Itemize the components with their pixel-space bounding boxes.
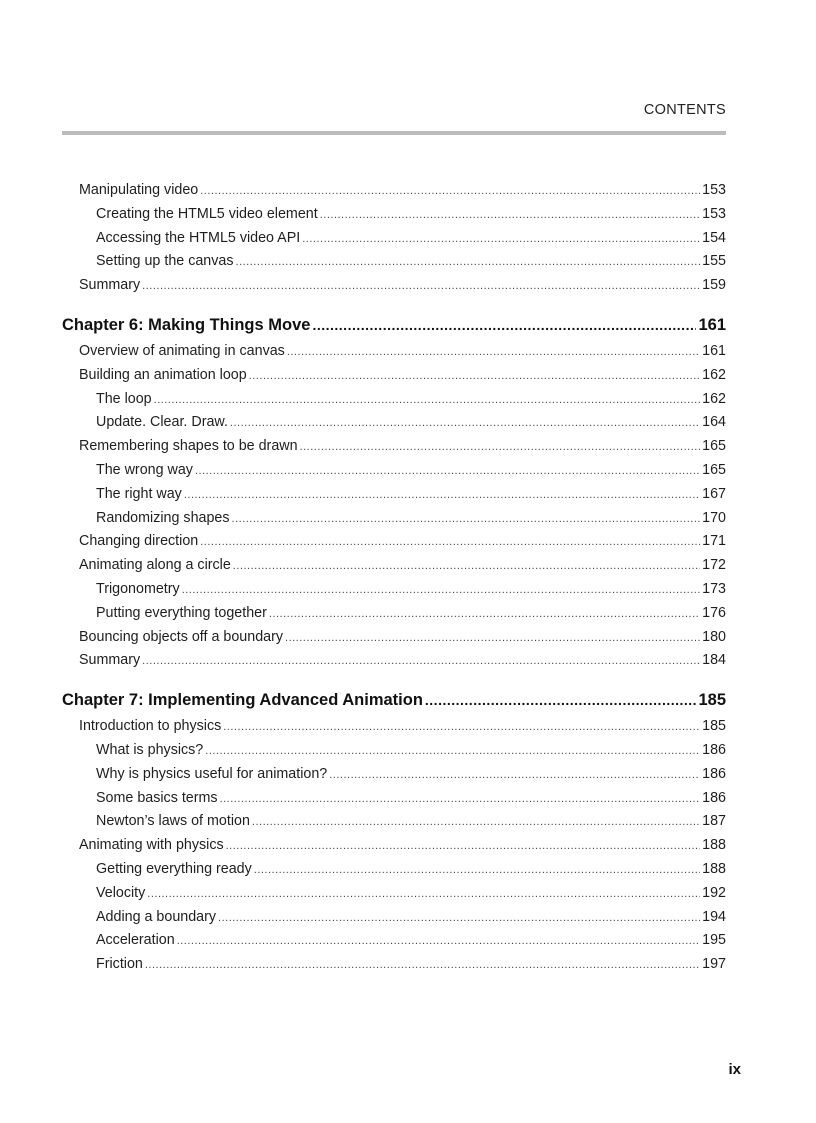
toc-entry[interactable] [62,510,726,534]
toc-entry-page: 188 [702,837,726,854]
dot-leader [218,912,700,924]
toc-entry-title: Some basics terms [96,789,218,806]
toc-entry-page: 154 [702,229,726,246]
toc-entry[interactable] [62,718,726,742]
dot-leader [287,346,700,358]
toc-entry[interactable] [62,742,726,766]
dot-leader [184,489,700,501]
toc-entry[interactable] [62,956,726,980]
toc-entry-title: Building an animation loop [79,366,247,383]
toc-entry-title: Acceleration [96,932,175,949]
toc-entry-page: 165 [702,461,726,478]
toc-entry[interactable] [62,391,726,415]
toc-entry[interactable] [62,581,726,605]
toc-entry-title: Overview of animating in canvas [79,342,285,359]
toc-entry-title: Creating the HTML5 video element [96,205,318,222]
toc-entry-title: Summary [79,277,141,294]
dot-leader [252,816,700,828]
toc-entry-page: 194 [702,908,726,925]
toc-entry-title: Bouncing objects off a boundary [79,628,284,645]
dot-leader [249,370,700,382]
toc-entry-page: 186 [702,789,726,806]
dot-leader [232,513,701,525]
toc-entry-page: 162 [702,390,726,407]
toc-entry-title: Newton’s laws of motion [96,813,250,830]
dot-leader [329,769,700,781]
toc-entry[interactable] [62,790,726,814]
toc-entry-page: 184 [702,652,726,669]
toc-entry-page: 167 [702,485,726,502]
toc-chapter-entry[interactable] [62,316,726,342]
toc-entry-page: 176 [702,604,726,621]
toc-entry-title: Velocity [96,884,146,901]
toc-entry-page: 164 [702,414,726,431]
toc-entry-page: 187 [702,813,726,830]
dot-leader [300,441,701,453]
toc-entry-page: 186 [702,765,726,782]
dot-leader [200,185,700,197]
toc-entry-page: 180 [702,628,726,645]
toc-entry-title: Friction [96,956,143,973]
toc-entry[interactable] [62,206,726,230]
dot-leader [226,840,701,852]
dot-leader [154,394,701,406]
dot-leader [312,317,696,333]
toc-entry-title: Changing direction [79,533,199,550]
toc-entry-title: Adding a boundary [96,908,217,925]
toc-entry-title: Animating along a circle [79,557,231,574]
toc-entry-page: 186 [702,741,726,758]
dot-leader [254,864,700,876]
toc-entry-page: 153 [702,205,726,222]
dot-leader [425,692,697,708]
toc-entry[interactable] [62,367,726,391]
toc-entry-page: 170 [702,509,726,526]
toc-entry-title: Chapter 6: Making Things Move [62,315,311,334]
running-head: CONTENTS [643,102,726,118]
toc-entry[interactable] [62,253,726,277]
toc-entry[interactable] [62,837,726,861]
toc-entry-title: Remembering shapes to be drawn [79,438,298,455]
toc-entry-title: What is physics? [96,741,204,758]
toc-entry-page: 161 [702,342,726,359]
toc-entry-page: 155 [702,253,726,270]
dot-leader [200,536,700,548]
toc-entry[interactable] [62,885,726,909]
toc-entry[interactable] [62,909,726,933]
dot-leader [236,256,701,268]
toc-chapter-entry[interactable] [62,691,726,717]
dot-leader [302,233,700,245]
toc-entry[interactable] [62,462,726,486]
toc-entry-page: 185 [698,691,726,710]
toc-entry[interactable] [62,182,726,206]
toc-entry[interactable] [62,533,726,557]
toc-entry-title: Animating with physics [79,837,224,854]
dot-leader [269,608,700,620]
toc-entry-page: 162 [702,366,726,383]
toc-entry-page: 188 [702,860,726,877]
toc-entry-page: 153 [702,182,726,198]
page-number: ix [728,1061,741,1078]
toc-entry[interactable] [62,932,726,956]
toc-entry-title: Putting everything together [96,604,267,621]
dot-leader [177,935,700,947]
header-rule [62,131,726,135]
dot-leader [147,888,700,900]
toc-entry-page: 197 [702,956,726,973]
toc-entry-title: Summary [79,652,141,669]
toc-entry[interactable] [62,230,726,254]
toc-entry[interactable] [62,813,726,837]
dot-leader [230,417,700,429]
toc-entry-page: 173 [702,580,726,597]
dot-leader [182,584,700,596]
toc-entry-title: The loop [96,390,152,407]
toc-entry[interactable] [62,486,726,510]
dot-leader [233,560,700,572]
toc-entry-title: Update. Clear. Draw. [96,414,228,431]
toc-entry[interactable] [62,861,726,885]
toc-entry-title: Setting up the canvas [96,253,234,270]
toc-entry-title: The right way [96,485,182,502]
toc-entry-page: 195 [702,932,726,949]
toc-entry-page: 171 [702,533,726,550]
toc-entry-title: Randomizing shapes [96,509,230,526]
toc-entry-title: Manipulating video [79,182,199,198]
toc-entry-title: Introduction to physics [79,718,222,735]
toc-entry[interactable] [62,343,726,367]
toc-entry-title: Why is physics useful for animation? [96,765,328,782]
dot-leader [285,632,700,644]
toc-entry-page: 159 [702,277,726,294]
dot-leader [220,793,701,805]
toc-entry[interactable] [62,766,726,790]
toc-entry[interactable] [62,277,726,301]
dot-leader [223,721,700,733]
table-of-contents [62,182,726,980]
toc-entry-page: 161 [698,315,726,334]
dot-leader [205,745,700,757]
dot-leader [195,465,700,477]
toc-entry-title: Getting everything ready [96,860,252,877]
dot-leader [142,655,700,667]
toc-entry-page: 192 [702,884,726,901]
dot-leader [320,209,700,221]
toc-entry[interactable] [62,557,726,581]
dot-leader [145,959,700,971]
toc-entry[interactable] [62,605,726,629]
toc-entry[interactable] [62,414,726,438]
toc-entry-title: The wrong way [96,461,193,478]
toc-entry-title: Accessing the HTML5 video API [96,229,301,246]
toc-entry[interactable] [62,652,726,676]
dot-leader [142,280,700,292]
toc-entry-title: Trigonometry [96,580,180,597]
toc-entry[interactable] [62,438,726,462]
toc-entry-page: 185 [702,718,726,735]
toc-entry-title: Chapter 7: Implementing Advanced Animation [62,691,423,710]
toc-entry-page: 165 [702,438,726,455]
toc-entry[interactable] [62,629,726,653]
toc-entry-page: 172 [702,557,726,574]
